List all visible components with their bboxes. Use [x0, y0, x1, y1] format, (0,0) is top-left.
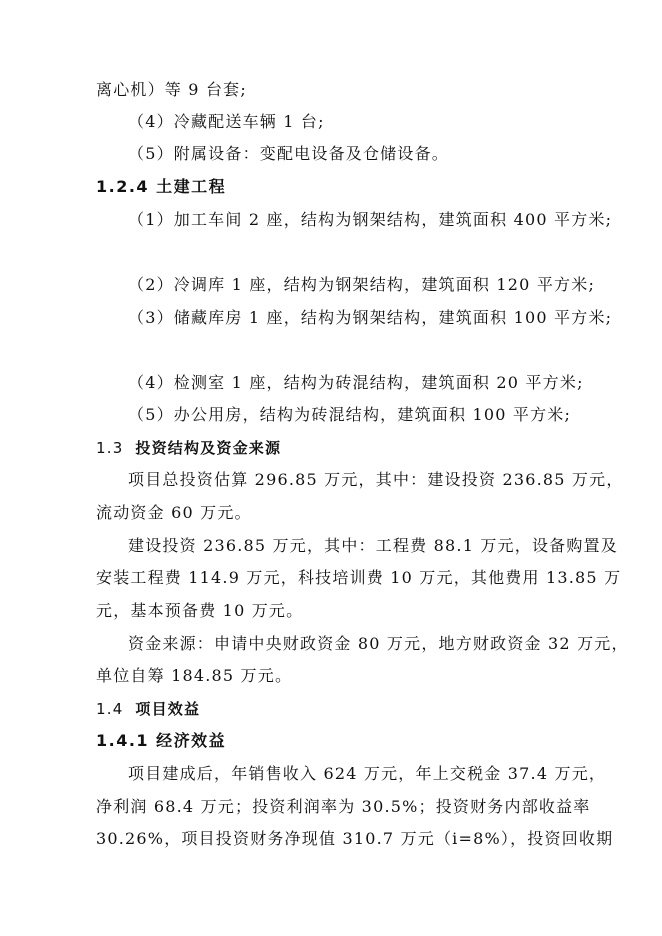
text-line: （2）冷调库 1 座，结构为钢架结构，建筑面积 120 平方米; — [128, 275, 596, 294]
text-line: 项目建成后，年销售收入 624 万元，年上交税金 37.4 万元， — [128, 764, 607, 783]
text-line: （4）冷藏配送车辆 1 台; — [128, 112, 325, 131]
text-line: （3）储藏库房 1 座，结构为钢架结构，建筑面积 100 平方米; — [128, 308, 613, 327]
section-heading — [96, 699, 200, 719]
text-line: （1）加工车间 2 座，结构为钢架结构，建筑面积 400 平方米; — [128, 210, 613, 229]
section-heading: 1.2.4 土建工程 — [96, 177, 227, 196]
text-line: 建设投资 236.85 万元，其中：工程费 88.1 万元，设备购置及 — [128, 536, 618, 555]
text-line: （5）附属设备：变配电设备及仓储设备。 — [128, 144, 449, 163]
section-number: 1.3 — [96, 439, 124, 457]
section-title: 投资结构及资金来源 — [135, 439, 282, 457]
text-line: 净利润 68.4 万元；投资利润率为 30.5%；投资财务内部收益率 — [96, 797, 591, 816]
text-line: 资金来源：申请中央财政资金 80 万元，地方财政资金 32 万元， — [128, 634, 629, 653]
text-line: （4）检测室 1 座，结构为砖混结构，建筑面积 20 平方米; — [128, 373, 584, 392]
text-line: 离心机）等 9 台套; — [96, 80, 247, 99]
text-line: 安装工程费 114.9 万元，科技培训费 10 万元，其他费用 13.85 万 — [96, 568, 622, 587]
section-title: 项目效益 — [135, 700, 201, 718]
section-number: 1.4 — [96, 700, 124, 718]
section-heading — [96, 438, 281, 458]
text-line: 单位自筹 184.85 万元。 — [96, 666, 293, 685]
text-line: 流动资金 60 万元。 — [96, 503, 252, 522]
text-line: 30.26%，项目投资财务净现值 310.7 万元（i=8%），投资回收期 — [96, 829, 614, 848]
text-line: 元，基本预备费 10 万元。 — [96, 601, 304, 620]
section-heading: 1.4.1 经济效益 — [96, 731, 227, 750]
text-line: （5）办公用房，结构为砖混结构，建筑面积 100 平方米; — [128, 405, 572, 424]
text-line: 项目总投资估算 296.85 万元，其中：建设投资 236.85 万元， — [128, 470, 624, 489]
